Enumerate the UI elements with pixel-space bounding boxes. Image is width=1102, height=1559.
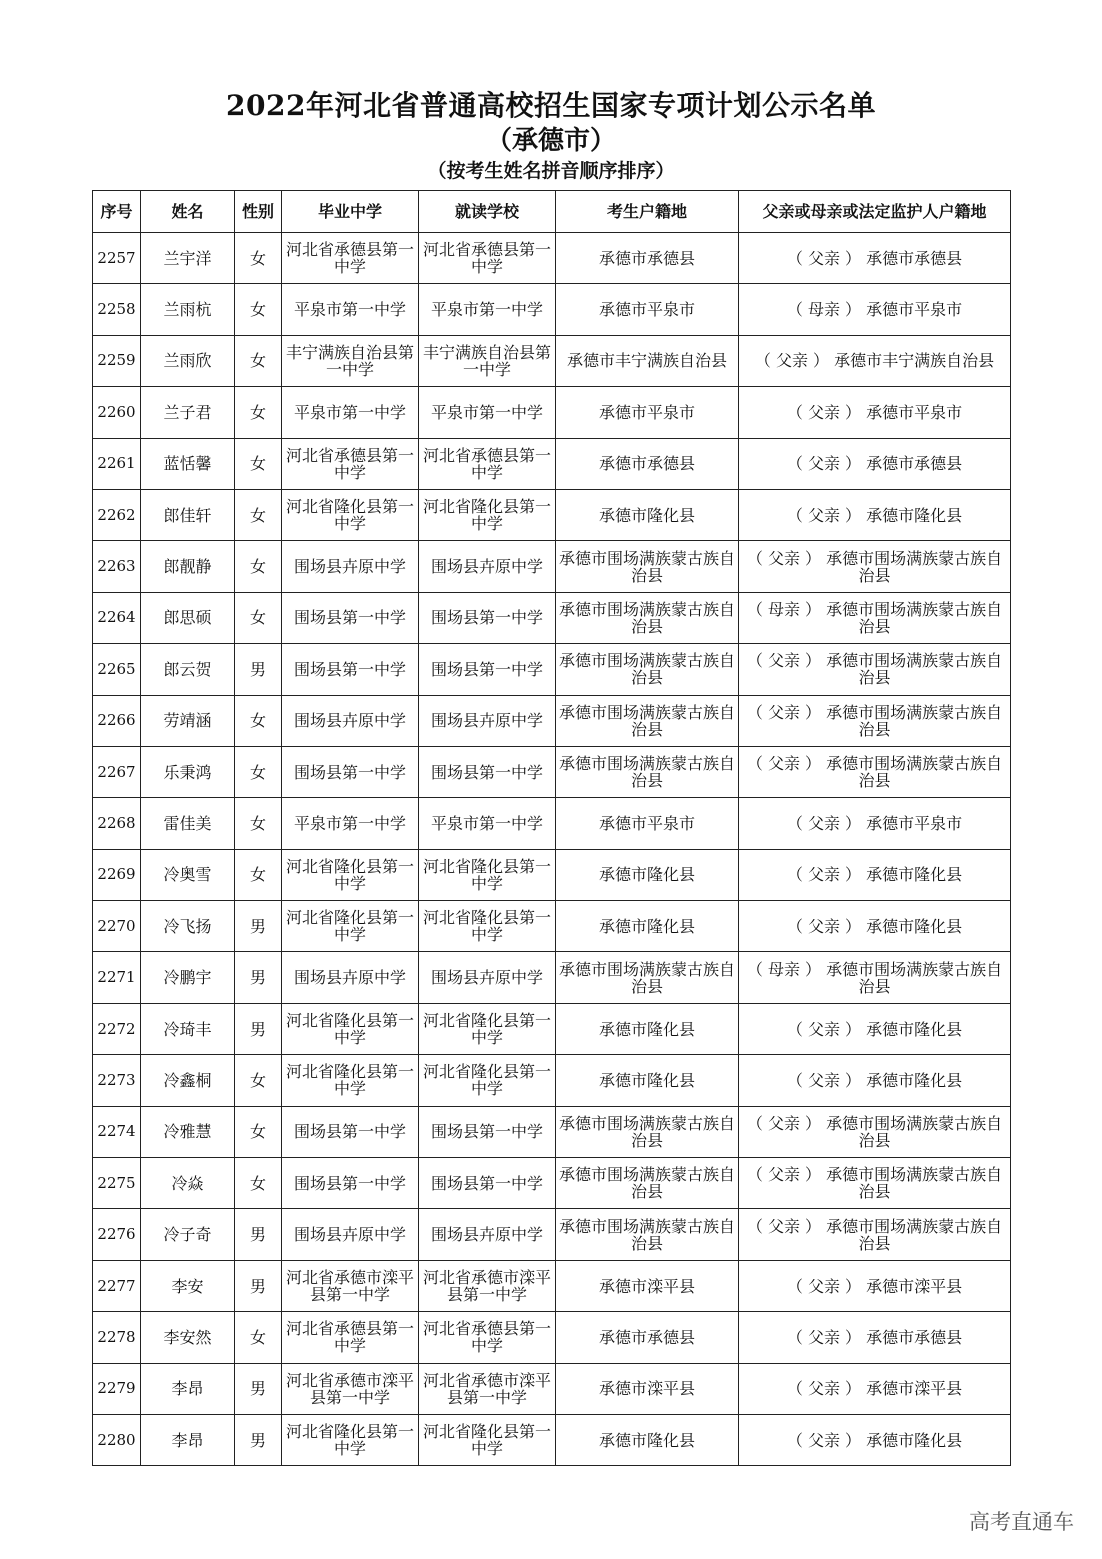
- cell-current-school: 河北省承德县第一中学: [419, 1312, 556, 1363]
- cell-student-residence: 承德市隆化县: [556, 1055, 739, 1106]
- table-row: [93, 746, 1011, 797]
- cell-guardian-residence: （ 父亲 ） 承德市平泉市: [739, 798, 1011, 849]
- cell-name: 冷飞扬: [141, 901, 235, 952]
- cell-seq: 2278: [93, 1312, 141, 1363]
- cell-guardian-residence: （ 父亲 ） 承德市隆化县: [739, 1003, 1011, 1054]
- cell-gender: 女: [235, 438, 282, 489]
- cell-student-residence: 承德市围场满族蒙古族自治县: [556, 541, 739, 592]
- cell-current-school: 围场县第一中学: [419, 1158, 556, 1209]
- cell-graduation-school: 平泉市第一中学: [282, 387, 419, 438]
- cell-name: 冷雅慧: [141, 1106, 235, 1157]
- cell-name: 兰子君: [141, 387, 235, 438]
- cell-guardian-residence: （ 父亲 ） 承德市围场满族蒙古族自治县: [739, 1158, 1011, 1209]
- cell-gender: 男: [235, 644, 282, 695]
- cell-current-school: 围场县第一中学: [419, 644, 556, 695]
- cell-gender: 男: [235, 901, 282, 952]
- cell-student-residence: 承德市承德县: [556, 438, 739, 489]
- cell-current-school: 平泉市第一中学: [419, 284, 556, 335]
- cell-student-residence: 承德市围场满族蒙古族自治县: [556, 644, 739, 695]
- cell-graduation-school: 河北省承德市滦平县第一中学: [282, 1363, 419, 1414]
- table-row: [93, 1055, 1011, 1106]
- cell-name: 劳靖涵: [141, 695, 235, 746]
- cell-graduation-school: 河北省承德县第一中学: [282, 438, 419, 489]
- cell-name: 雷佳美: [141, 798, 235, 849]
- cell-gender: 男: [235, 1003, 282, 1054]
- cell-name: 郎靓静: [141, 541, 235, 592]
- cell-current-school: 河北省承德县第一中学: [419, 233, 556, 284]
- cell-student-residence: 承德市围场满族蒙古族自治县: [556, 746, 739, 797]
- table-row: [93, 952, 1011, 1003]
- cell-student-residence: 承德市围场满族蒙古族自治县: [556, 1209, 739, 1260]
- cell-current-school: 平泉市第一中学: [419, 798, 556, 849]
- cell-student-residence: 承德市承德县: [556, 1312, 739, 1363]
- cell-guardian-residence: （ 父亲 ） 承德市承德县: [739, 438, 1011, 489]
- cell-student-residence: 承德市隆化县: [556, 849, 739, 900]
- cell-seq: 2276: [93, 1209, 141, 1260]
- cell-graduation-school: 河北省隆化县第一中学: [282, 1003, 419, 1054]
- cell-gender: 女: [235, 849, 282, 900]
- table-row: [93, 1414, 1011, 1465]
- cell-graduation-school: 围场县第一中学: [282, 592, 419, 643]
- cell-student-residence: 承德市围场满族蒙古族自治县: [556, 1106, 739, 1157]
- cell-graduation-school: 河北省承德县第一中学: [282, 1312, 419, 1363]
- cell-guardian-residence: （ 父亲 ） 承德市隆化县: [739, 849, 1011, 900]
- cell-name: 冷焱: [141, 1158, 235, 1209]
- cell-current-school: 河北省隆化县第一中学: [419, 1003, 556, 1054]
- table-row: [93, 438, 1011, 489]
- cell-guardian-residence: （ 父亲 ） 承德市承德县: [739, 1312, 1011, 1363]
- cell-student-residence: 承德市围场满族蒙古族自治县: [556, 695, 739, 746]
- cell-current-school: 围场县第一中学: [419, 592, 556, 643]
- cell-current-school: 围场县卉原中学: [419, 695, 556, 746]
- column-header-graduation-school: 毕业中学: [282, 191, 419, 233]
- cell-current-school: 河北省隆化县第一中学: [419, 1414, 556, 1465]
- cell-name: 李安然: [141, 1312, 235, 1363]
- cell-student-residence: 承德市平泉市: [556, 284, 739, 335]
- cell-seq: 2263: [93, 541, 141, 592]
- cell-seq: 2272: [93, 1003, 141, 1054]
- cell-graduation-school: 围场县卉原中学: [282, 1209, 419, 1260]
- table-row: [93, 1312, 1011, 1363]
- table-header-row: [93, 191, 1011, 233]
- cell-current-school: 河北省承德县第一中学: [419, 438, 556, 489]
- cell-name: 冷奥雪: [141, 849, 235, 900]
- cell-current-school: 围场县第一中学: [419, 1106, 556, 1157]
- table-row: [93, 233, 1011, 284]
- cell-seq: 2267: [93, 746, 141, 797]
- cell-gender: 女: [235, 233, 282, 284]
- cell-gender: 女: [235, 489, 282, 540]
- cell-seq: 2268: [93, 798, 141, 849]
- table-row: [93, 489, 1011, 540]
- cell-seq: 2273: [93, 1055, 141, 1106]
- cell-student-residence: 承德市隆化县: [556, 489, 739, 540]
- cell-student-residence: 承德市隆化县: [556, 901, 739, 952]
- cell-graduation-school: 围场县卉原中学: [282, 541, 419, 592]
- cell-current-school: 河北省隆化县第一中学: [419, 849, 556, 900]
- cell-current-school: 河北省隆化县第一中学: [419, 1055, 556, 1106]
- column-header-guardian-residence: 父亲或母亲或法定监护人户籍地: [739, 191, 1011, 233]
- cell-graduation-school: 围场县第一中学: [282, 644, 419, 695]
- cell-guardian-residence: （ 母亲 ） 承德市围场满族蒙古族自治县: [739, 952, 1011, 1003]
- cell-seq: 2259: [93, 335, 141, 386]
- cell-gender: 男: [235, 1209, 282, 1260]
- cell-student-residence: 承德市承德县: [556, 233, 739, 284]
- cell-gender: 男: [235, 1260, 282, 1311]
- cell-graduation-school: 平泉市第一中学: [282, 284, 419, 335]
- cell-name: 郎云贺: [141, 644, 235, 695]
- cell-guardian-residence: （ 父亲 ） 承德市围场满族蒙古族自治县: [739, 1209, 1011, 1260]
- cell-student-residence: 承德市平泉市: [556, 387, 739, 438]
- cell-graduation-school: 平泉市第一中学: [282, 798, 419, 849]
- cell-graduation-school: 围场县第一中学: [282, 746, 419, 797]
- cell-student-residence: 承德市滦平县: [556, 1363, 739, 1414]
- column-header-gender: 性别: [235, 191, 282, 233]
- cell-student-residence: 承德市丰宁满族自治县: [556, 335, 739, 386]
- cell-name: 冷琦丰: [141, 1003, 235, 1054]
- cell-name: 蓝恬馨: [141, 438, 235, 489]
- document-header: [0, 86, 1102, 186]
- admission-roster-table: [92, 190, 1011, 1466]
- cell-gender: 女: [235, 746, 282, 797]
- cell-name: 郎思硕: [141, 592, 235, 643]
- cell-name: 兰宇洋: [141, 233, 235, 284]
- cell-seq: 2275: [93, 1158, 141, 1209]
- cell-guardian-residence: （ 父亲 ） 承德市围场满族蒙古族自治县: [739, 541, 1011, 592]
- table-row: [93, 849, 1011, 900]
- cell-graduation-school: 河北省隆化县第一中学: [282, 489, 419, 540]
- cell-current-school: 河北省承德市滦平县第一中学: [419, 1260, 556, 1311]
- document-title: 2022年河北省普通高校招生国家专项计划公示名单: [226, 89, 876, 122]
- cell-graduation-school: 河北省承德县第一中学: [282, 233, 419, 284]
- cell-gender: 女: [235, 387, 282, 438]
- cell-seq: 2279: [93, 1363, 141, 1414]
- cell-name: 李昂: [141, 1363, 235, 1414]
- table-row: [93, 1003, 1011, 1054]
- cell-gender: 女: [235, 1055, 282, 1106]
- cell-gender: 女: [235, 1106, 282, 1157]
- column-header-student-residence: 考生户籍地: [556, 191, 739, 233]
- cell-seq: 2270: [93, 901, 141, 952]
- cell-seq: 2261: [93, 438, 141, 489]
- watermark-text: 高考直通车: [969, 1510, 1074, 1534]
- cell-current-school: 围场县卉原中学: [419, 541, 556, 592]
- cell-gender: 女: [235, 1158, 282, 1209]
- cell-graduation-school: 河北省隆化县第一中学: [282, 901, 419, 952]
- table-row: [93, 541, 1011, 592]
- cell-current-school: 围场县卉原中学: [419, 952, 556, 1003]
- cell-name: 乐秉鸿: [141, 746, 235, 797]
- cell-seq: 2266: [93, 695, 141, 746]
- table-row: [93, 901, 1011, 952]
- cell-seq: 2265: [93, 644, 141, 695]
- cell-current-school: 河北省承德市滦平县第一中学: [419, 1363, 556, 1414]
- cell-gender: 女: [235, 335, 282, 386]
- cell-seq: 2264: [93, 592, 141, 643]
- cell-student-residence: 承德市围场满族蒙古族自治县: [556, 1158, 739, 1209]
- cell-gender: 女: [235, 1312, 282, 1363]
- cell-graduation-school: 河北省隆化县第一中学: [282, 1414, 419, 1465]
- table-row: [93, 592, 1011, 643]
- cell-guardian-residence: （ 母亲 ） 承德市围场满族蒙古族自治县: [739, 592, 1011, 643]
- cell-seq: 2280: [93, 1414, 141, 1465]
- cell-gender: 女: [235, 592, 282, 643]
- table-row: [93, 798, 1011, 849]
- table-row: [93, 1260, 1011, 1311]
- cell-gender: 女: [235, 541, 282, 592]
- cell-seq: 2269: [93, 849, 141, 900]
- cell-gender: 男: [235, 1414, 282, 1465]
- cell-gender: 女: [235, 695, 282, 746]
- table-body: [93, 233, 1011, 1466]
- table-row: [93, 1158, 1011, 1209]
- cell-graduation-school: 河北省承德市滦平县第一中学: [282, 1260, 419, 1311]
- table-row: [93, 1106, 1011, 1157]
- cell-gender: 男: [235, 1363, 282, 1414]
- cell-current-school: 河北省隆化县第一中学: [419, 901, 556, 952]
- cell-guardian-residence: （ 父亲 ） 承德市围场满族蒙古族自治县: [739, 644, 1011, 695]
- sort-note: （按考生姓名拼音顺序排序）: [427, 160, 675, 182]
- cell-name: 李安: [141, 1260, 235, 1311]
- cell-graduation-school: 河北省隆化县第一中学: [282, 1055, 419, 1106]
- cell-seq: 2271: [93, 952, 141, 1003]
- cell-seq: 2260: [93, 387, 141, 438]
- cell-student-residence: 承德市滦平县: [556, 1260, 739, 1311]
- cell-student-residence: 承德市隆化县: [556, 1414, 739, 1465]
- table-row: [93, 1363, 1011, 1414]
- cell-guardian-residence: （ 父亲 ） 承德市承德县: [739, 233, 1011, 284]
- cell-guardian-residence: （ 父亲 ） 承德市隆化县: [739, 1414, 1011, 1465]
- cell-current-school: 平泉市第一中学: [419, 387, 556, 438]
- cell-name: 李昂: [141, 1414, 235, 1465]
- cell-guardian-residence: （ 父亲 ） 承德市围场满族蒙古族自治县: [739, 695, 1011, 746]
- table-row: [93, 695, 1011, 746]
- cell-guardian-residence: （ 父亲 ） 承德市围场满族蒙古族自治县: [739, 1106, 1011, 1157]
- cell-student-residence: 承德市围场满族蒙古族自治县: [556, 952, 739, 1003]
- cell-guardian-residence: （ 母亲 ） 承德市平泉市: [739, 284, 1011, 335]
- cell-seq: 2274: [93, 1106, 141, 1157]
- cell-current-school: 丰宁满族自治县第一中学: [419, 335, 556, 386]
- table-row: [93, 644, 1011, 695]
- cell-guardian-residence: （ 父亲 ） 承德市丰宁满族自治县: [739, 335, 1011, 386]
- cell-graduation-school: 河北省隆化县第一中学: [282, 849, 419, 900]
- table-row: [93, 335, 1011, 386]
- cell-seq: 2262: [93, 489, 141, 540]
- cell-graduation-school: 围场县第一中学: [282, 1158, 419, 1209]
- cell-gender: 女: [235, 284, 282, 335]
- cell-graduation-school: 围场县卉原中学: [282, 952, 419, 1003]
- cell-graduation-school: 围场县卉原中学: [282, 695, 419, 746]
- cell-name: 郎佳轩: [141, 489, 235, 540]
- cell-guardian-residence: （ 父亲 ） 承德市围场满族蒙古族自治县: [739, 746, 1011, 797]
- document-subtitle: （承德市）: [485, 126, 616, 156]
- cell-seq: 2277: [93, 1260, 141, 1311]
- table-row: [93, 1209, 1011, 1260]
- cell-guardian-residence: （ 父亲 ） 承德市平泉市: [739, 387, 1011, 438]
- column-header-current-school: 就读学校: [419, 191, 556, 233]
- cell-guardian-residence: （ 父亲 ） 承德市隆化县: [739, 1055, 1011, 1106]
- cell-current-school: 河北省隆化县第一中学: [419, 489, 556, 540]
- cell-student-residence: 承德市围场满族蒙古族自治县: [556, 592, 739, 643]
- cell-student-residence: 承德市隆化县: [556, 1003, 739, 1054]
- cell-gender: 女: [235, 798, 282, 849]
- column-header-seq: 序号: [93, 191, 141, 233]
- cell-guardian-residence: （ 父亲 ） 承德市滦平县: [739, 1363, 1011, 1414]
- cell-student-residence: 承德市平泉市: [556, 798, 739, 849]
- table-row: [93, 387, 1011, 438]
- cell-seq: 2258: [93, 284, 141, 335]
- cell-guardian-residence: （ 父亲 ） 承德市滦平县: [739, 1260, 1011, 1311]
- cell-guardian-residence: （ 父亲 ） 承德市隆化县: [739, 489, 1011, 540]
- column-header-name: 姓名: [141, 191, 235, 233]
- cell-name: 兰雨杭: [141, 284, 235, 335]
- cell-graduation-school: 围场县第一中学: [282, 1106, 419, 1157]
- cell-graduation-school: 丰宁满族自治县第一中学: [282, 335, 419, 386]
- cell-name: 冷子奇: [141, 1209, 235, 1260]
- cell-seq: 2257: [93, 233, 141, 284]
- cell-gender: 男: [235, 952, 282, 1003]
- cell-guardian-residence: （ 父亲 ） 承德市隆化县: [739, 901, 1011, 952]
- cell-current-school: 围场县卉原中学: [419, 1209, 556, 1260]
- cell-name: 冷鑫桐: [141, 1055, 235, 1106]
- table-row: [93, 284, 1011, 335]
- cell-name: 兰雨欣: [141, 335, 235, 386]
- cell-name: 冷鹏宇: [141, 952, 235, 1003]
- cell-current-school: 围场县第一中学: [419, 746, 556, 797]
